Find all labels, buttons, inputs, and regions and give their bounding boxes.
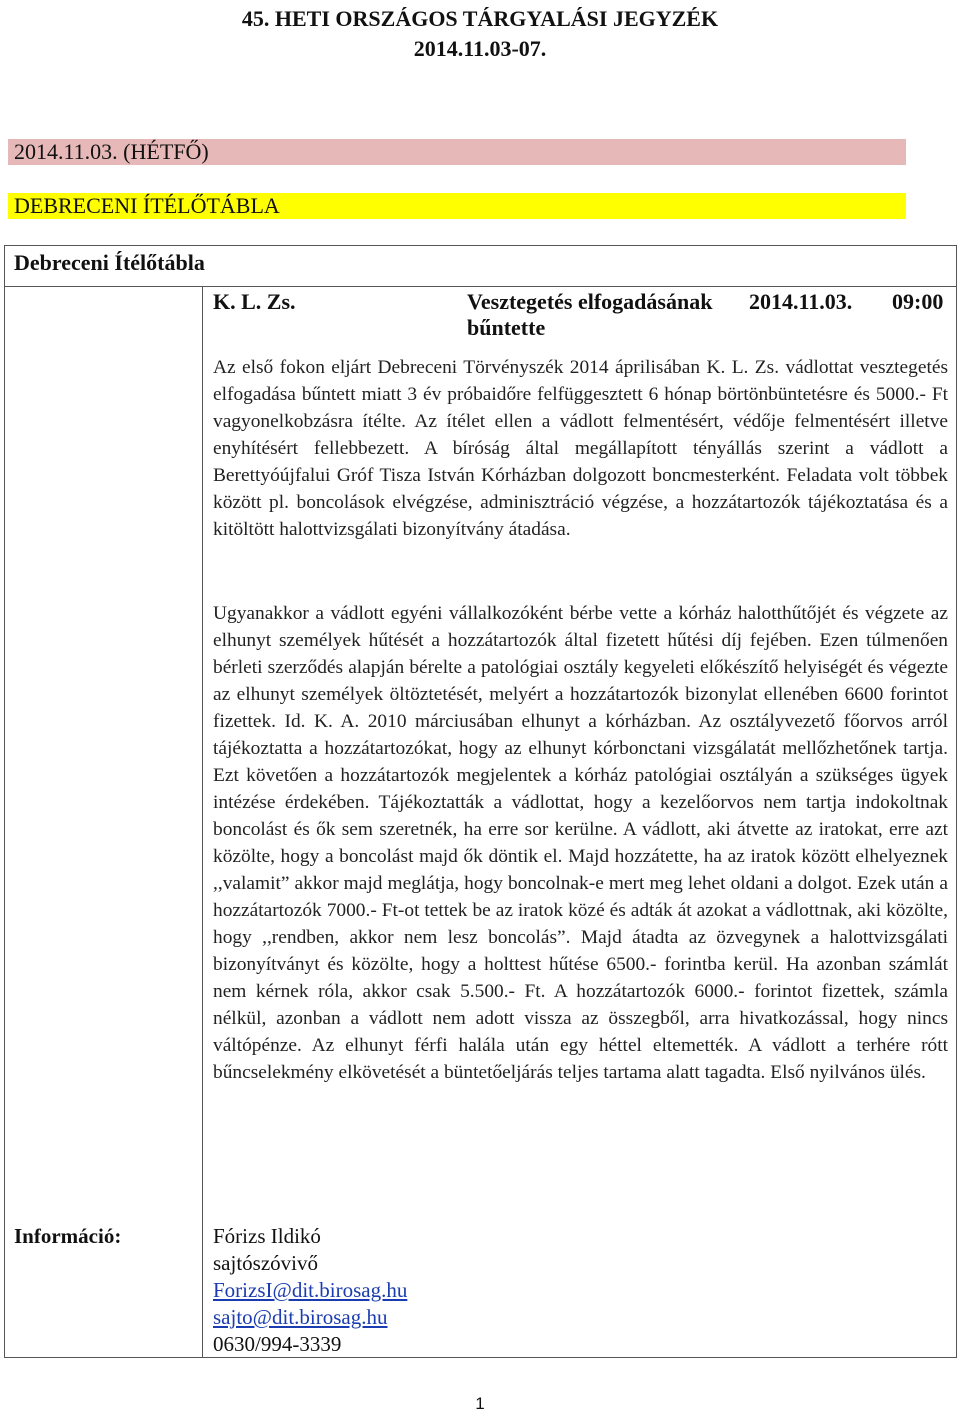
hearing-date: 2014.11.03.	[749, 289, 853, 314]
document-title: 45. HETI ORSZÁGOS TÁRGYALÁSI JEGYZÉK	[241, 6, 719, 31]
contact-name: Fórizs Ildikó	[213, 1224, 321, 1248]
charge-line-2: bűntette	[467, 315, 546, 340]
press-email-link[interactable]: sajto@dit.birosag.hu	[213, 1305, 388, 1329]
court-name: Debreceni Ítélőtábla	[14, 250, 205, 275]
page-number: 1	[475, 1394, 485, 1413]
case-description-paragraph-1: Az első fokon eljárt Debreceni Törvényszék 2014 áprilisában K. L. Zs. vádlottat vesztegetés elfogadása bűntett miatt 3 év próbaidőre felfüggesztett 6 hónap börtönbüntetésre és 5000.- Ft vagyonelkobzásra ítélte. Az ítélet ellen a vádlott felmentésért, védője felmentésért illetve enyhítésért fellebbezett. A bíróság által megállapított tényállás szerint a vádlott a Berettyóújfalui Gróf Tisza István Kórházban dolgozott boncmesterként. Feladata volt többek között pl. boncolások elvégzése, adminisztráció végzése, a hozzátartozók tájékoztatása és a kitöltött halottvizsgálati bizonyítvány átadása.	[213, 357, 948, 540]
charge-line-1: Vesztegetés elfogadásának	[467, 289, 713, 314]
defendant-initials: K. L. Zs.	[213, 289, 296, 314]
contact-phone: 0630/994-3339	[213, 1332, 342, 1356]
contact-email-link[interactable]: ForizsI@dit.birosag.hu	[213, 1278, 408, 1302]
table-divider	[4, 286, 957, 287]
case-description-paragraph-2: Ugyanakkor a vádlott egyéni vállalkozóként bérbe vette a kórház halotthűtőjét és végzete az elhunyt személyek hűtését a hozzátartozók által fizetett hűtési díj fejében. Ezen túlmenően bérleti szerződés alapján bérelte a patológiai osztály kegyeleti előkészítő helyiségét és végezte az elhunyt személyek öltöztetését, melyért a hozzátartozók bizonylat ellenében 6600 forintot fizettek. Id. K. A. 2010 márciusában elhunyt a kórházban. Az osztályvezető főorvos arról tájékoztatta a hozzátartozókat, hogy az elhunyt kórbonctani vizsgálatát mellőzhetőnek tartja. Ezt követően a hozzátartozók megjelentek a kórház patológiai osztályán a szükséges ügyek intézése érdekében. Tájékoztatták a vádlottat, hogy a kezelőorvos nem tartja indokoltnak boncolást és ők sem szeretnék, ha erre sor kerülne. A vádlott, aki átvette az iratokat, erre azt közölte, hogy a boncolást majd ők döntik el. Majd hozzátette, ha az iratok között elhelyeznek ,,valamit” akkor majd meglátja, hogy boncolnak-e mert meg lehet oldani a dolgot. Ezek után a hozzátartozók 7000.- Ft-ot tettek be az iratok közé és adták át azokat a vádlottnak, aki közölte, hogy ,,rendben, akkor nem lesz boncolás”. Majd átadta az özvegynek a halottvizsgálati bizonyítványt és közölte, hogy a holttest hűtése 6500.- forintba kerül. Ha azonban számlát nem kérnek róla, akkor csak 5.500.- Ft. A hozzátartozók 6000.- forintot fizettek, számla nélkül, azonban a vádlott nem adott vissza az összegből, arra hivatkozással, hogy nincs váltópénze. Az elhunyt férfi halála után egy héttel eltemették. A vádlott a terhére rótt bűncselekmény elkövetését a büntetőeljárás teljes tartama alatt tagadta. Első nyilvános ülés.	[213, 603, 948, 1083]
information-label: Információ:	[14, 1224, 122, 1248]
day-heading: 2014.11.03. (HÉTFŐ)	[8, 139, 906, 165]
court-group-heading: DEBRECENI ÍTÉLŐTÁBLA	[8, 193, 906, 219]
week-date-range: 2014.11.03-07.	[413, 36, 547, 61]
table-column-divider	[202, 286, 203, 1358]
contact-role: sajtószóvivő	[213, 1251, 318, 1275]
hearing-time: 09:00	[892, 289, 944, 314]
